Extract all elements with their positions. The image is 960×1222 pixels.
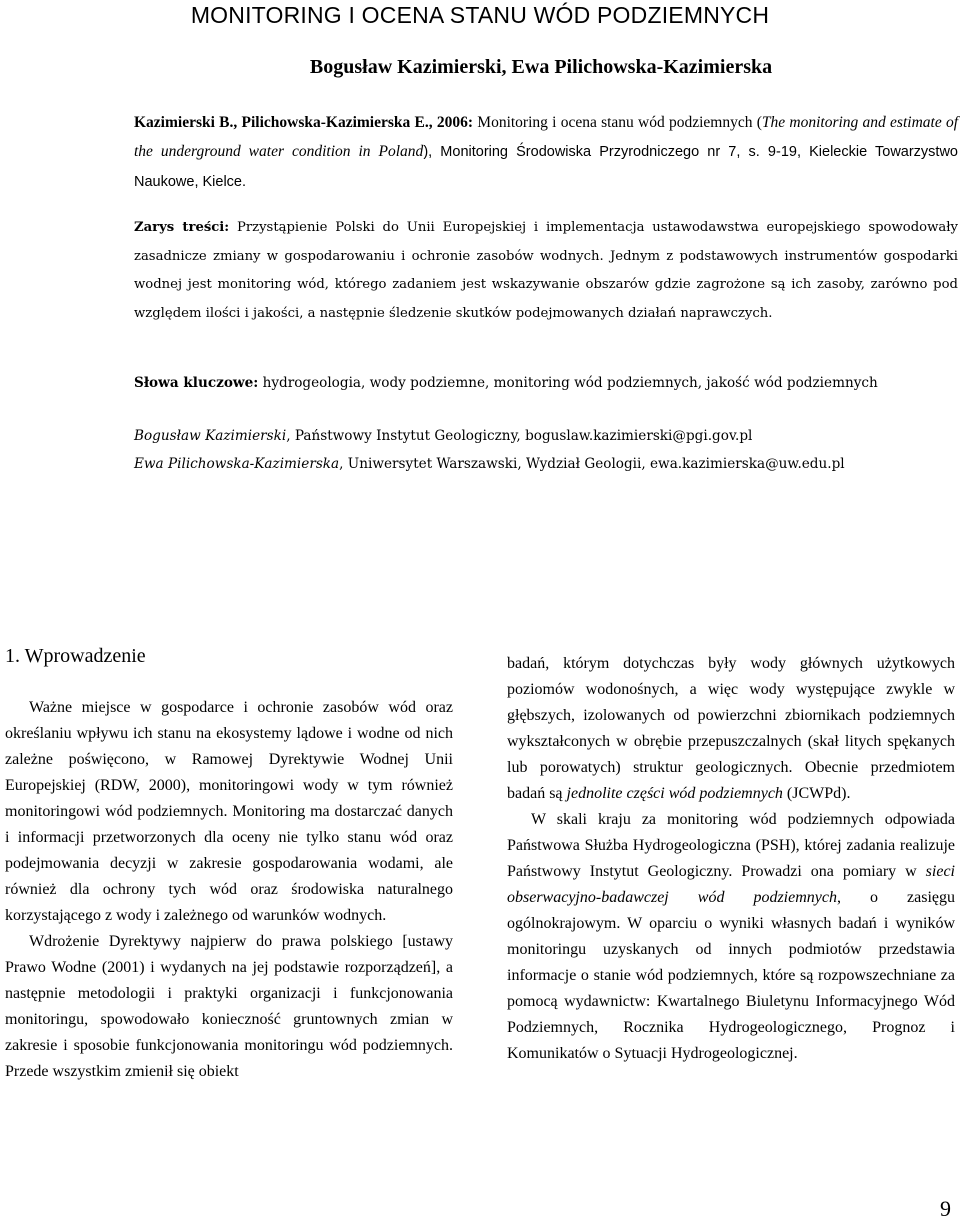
citation-title-en: The monitoring and estimate of the underground water condition in Poland [134, 114, 958, 160]
right-p1-end: (JCWPd). [782, 785, 851, 802]
citation-authors: Kazimierski B., Pilichowska-Kazimierska E. [134, 114, 429, 131]
keywords-text: hydrogeologia, wody podziemne, monitoring wód podziemnych, jakość wód podziemnych [258, 375, 878, 391]
right-column [507, 651, 955, 1067]
abstract-text: Przystąpienie Polski do Unii Europejskiej i implementacja ustawodawstwa europejskiego spowodowały zasadnicze zmiany w gospodarowaniu i ochronie zasobów wodnych. Jednym z podstawowych instrumentów gospodarki wodnej jest monitoring wód, którego zadaniem jest wskazywanie obszarów gdzie zagrożone są ich zasoby, zarówno pod względem ilości i jakości, a następnie śledzenie skutków podejmowanych działań naprawczych. [134, 220, 958, 321]
affiliation-2-details: , Uniwersytet Warszawski, Wydział Geologii, ewa.kazimierska@uw.edu.pl [339, 456, 845, 472]
citation-title-pl: Monitoring i ocena stanu wód podziemnych ( [477, 114, 762, 131]
right-p1-text: badań, którym dotychczas były wody głównych użytkowych poziomów wodonośnych, a więc wody występujące zwykle w głębszych, izolowanych od powierzchni zbiornikach podziemnych wykształconych w obrębie przepuszczalnych (skał litych spękanych lub porowatych) struktur geologicznych. Obecnie przedmiotem badań są [507, 655, 955, 802]
left-paragraph-1: Ważne miejsce w gospodarce i ochronie zasobów wód oraz określaniu wpływu ich stanu na ekosystemy lądowe i wodne od nich zależne poświęcono, w Ramowej Dyrektywie Wodnej Unii Europejskiej (RDW, 2000), monitoringowi wody w tym również monitoringowi wód podziemnych. Monitoring ma dostarczać danych i informacji przetworzonych dla oceny nie tylko stanu wód oraz podejmowania decyzji w zakresie gospodarowania wodami, ale również dla ochrony tych wód oraz środowiska naturalnego korzystającego z wody i zależnego od warunków wodnych. [5, 699, 453, 924]
left-paragraph-2: Wdrożenie Dyrektywy najpierw do prawa polskiego [ustawy Prawo Wodne (2001) i wydanych na jej podstawie rozporządzeń], a następnie metodologii i praktyki organizacji i funkcjonowania monitoringu, spowodowało konieczność gruntownych zmian w zakresie i sposobie funkcjonowania monitoringu wód podziemnych. Przede wszystkim zmienił się obiekt [5, 933, 453, 1080]
abstract [134, 214, 958, 328]
affiliation-2-name: Ewa Pilichowska-Kazimierska [134, 456, 340, 472]
right-p2-text: W skali kraju za monitoring wód podziemnych odpowiada Państwowa Służba Hydrogeologiczna (PSH), której zadania realizuje Państwowy Instytut Geologiczny. Prowadzi ona pomiary w [507, 811, 955, 880]
affiliation-2 [134, 450, 958, 478]
right-paragraph-2 [507, 807, 955, 1067]
right-paragraph-1 [507, 651, 955, 807]
right-p1-emphasis: jednolite części wód podziemnych [566, 785, 783, 802]
keywords [134, 369, 958, 397]
affiliation-1-details: , Państwowy Instytut Geologiczny, boguslaw.kazimierski@pgi.gov.pl [286, 428, 753, 444]
affiliation-1-name: Bogusław Kazimierski [134, 428, 287, 444]
right-p2-emphasis: sieci obserwacyjno-badawczej wód podziemnych [507, 863, 955, 906]
affiliation-1 [134, 422, 958, 450]
citation [134, 108, 958, 197]
left-column [5, 695, 453, 1085]
paper-title: MONITORING I OCENA STANU WÓD PODZIEMNYCH [190, 2, 770, 28]
right-p2-end: , o zasięgu ogólnokrajowym. W oparciu o wyniki własnych badań i wyników monitoringu uzyskanych od innych podmiotów przedstawia informacje o stanie wód podziemnych, które są rozpowszechniane za pomocą wydawnictw: Kwartalnego Biuletynu Informacyjnego Wód Podziemnych, Rocznika Hydrogeologicznego, Prognoz i Komunikatów o Sytuacji Hydrogeologicznej. [507, 889, 955, 1062]
citation-series: ), Monitoring Środowiska Przyrodniczego nr 7, s. 9-19, Kieleckie Towarzystwo Naukowe, Kielce. [134, 144, 958, 190]
keywords-label: Słowa kluczowe: [134, 375, 259, 391]
citation-year: , 2006: [428, 114, 478, 131]
paper-authors: Bogusław Kazimierski, Ewa Pilichowska-Kazimierska [309, 56, 773, 78]
page-number: 9 [940, 1196, 951, 1221]
section-title: 1. Wprowadzenie [5, 645, 146, 667]
abstract-label: Zarys treści: [134, 220, 230, 235]
